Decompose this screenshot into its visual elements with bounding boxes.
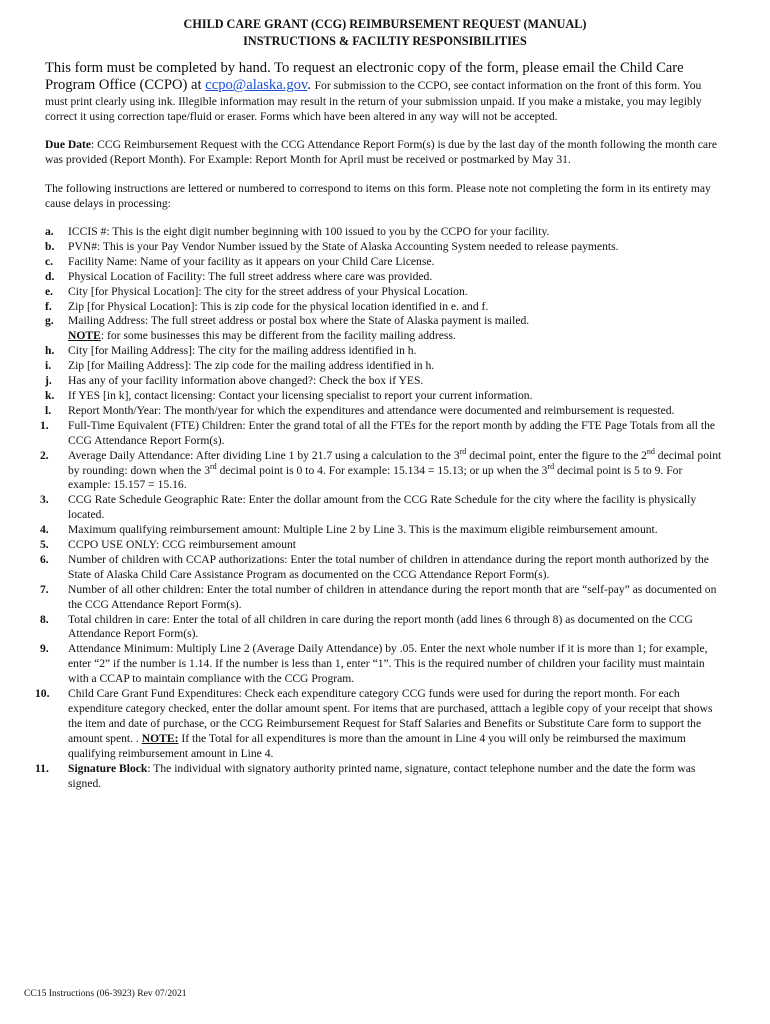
intro-small-text: For submission to the CCPO, see contact information on the front of this form. You must print clearly using ink. Illegible information may result in the return of your submission unpaid. If you make a mistake, you may legibly correct it using correction tape/fluid or eraser. Forms which have been altered in any way will not be accepted. (45, 79, 702, 124)
item-text: Number of children with CCAP authorizations: Enter the total number of children in attendance during the report month authorized by the State of Alaska Child Care Assistance Program as documented on the CCG Attendance Report Form(s). (68, 552, 709, 581)
ordinal-suffix: nd (646, 446, 655, 456)
item-marker: h. (45, 344, 55, 358)
item-marker: l. (45, 403, 52, 417)
item-marker: 11. (35, 761, 49, 775)
list-item-1 (40, 418, 725, 449)
intro-big-text: This form must be completed by hand. To request an electronic copy of the form, please email the Child Care Program Office (CCPO) at (45, 60, 684, 93)
list-item-k (45, 389, 725, 404)
note-label: NOTE (68, 329, 101, 343)
item-marker: i. (45, 359, 52, 373)
intro-big-after: . (307, 77, 315, 93)
ordinal-suffix: rd (459, 446, 467, 456)
item-text: Report Month/Year: The month/year for which the expenditures and attendance were documented and reimbursement is requested. (68, 403, 675, 417)
list-item-i (45, 359, 725, 374)
item-text: If YES [in k], contact licensing: Contact your licensing specialist to report your current information. (68, 388, 533, 402)
document-subtitle: INSTRUCTIONS & FACILTIY RESPONSIBILITIES (243, 34, 527, 48)
email-link[interactable]: ccpo@alaska.gov (205, 77, 308, 93)
footer-form-id: CC15 Instructions (06-3923) Rev 07/2021 (24, 988, 187, 999)
list-item-10 (35, 687, 725, 762)
item-marker: 10. (35, 687, 50, 701)
note-label: NOTE: (141, 731, 179, 745)
item-marker: 9. (40, 642, 49, 656)
item-text: Number of all other children: Enter the total number of children in attendance during the report month that are “self-pay” as documented on the CCG Attendance Report Form(s). (68, 582, 717, 611)
item-text: CCPO USE ONLY: CCG reimbursement amount (68, 538, 297, 552)
item-marker: 1. (40, 418, 49, 432)
lead-in-paragraph: The following instructions are lettered or numbered to correspond to items on this form. Please note not completing the form in its entirety may cause delays in processing: (45, 182, 711, 211)
item-text: ICCIS #: This is the eight digit number beginning with 100 issued to you by the CCPO for your facility. (68, 225, 550, 238)
list-item-a (45, 225, 725, 240)
list-item-l (45, 404, 725, 419)
list-item-d (45, 270, 725, 285)
intro-paragraph (45, 60, 725, 124)
item-marker: b. (45, 239, 55, 253)
item-marker: k. (45, 388, 55, 402)
item-text-part: decimal point is 5 to 9. For example: 15.157 = 15.16. (68, 463, 683, 492)
list-item-j (45, 374, 725, 389)
list-item-f (45, 300, 725, 315)
item-text-part: decimal point is 0 to 4. For example: 15.134 = 15.13; or up when the 3 (216, 463, 548, 477)
note-text: : for some businesses this may be different from the facility mailing address. (100, 329, 456, 343)
item-text: Attendance Minimum: Multiply Line 2 (Average Daily Attendance) by .05. Enter the next whole number if it is more than 1; for example, enter “2” if the number is 1.14. If the number is less than 1, enter “1”. This is the required number of children your facility must maintain with a CCAP to maintain compliance with the CCG Program. (68, 642, 708, 686)
list-item-11 (35, 761, 725, 792)
document-title: CHILD CARE GRANT (CCG) REIMBURSEMENT REQUEST (MANUAL) (183, 17, 587, 31)
item-text: Facility Name: Name of your facility as it appears on your Child Care License. (68, 254, 435, 268)
ordinal-suffix: rd (210, 461, 217, 471)
list-item-6 (40, 552, 725, 583)
item-text: Zip [for Mailing Address]: The zip code for the mailing address identified in h. (68, 359, 435, 373)
list-item-b (45, 240, 725, 255)
item-marker: 8. (40, 612, 49, 626)
due-date-label: Due Date (45, 138, 92, 151)
item-text: Physical Location of Facility: The full street address where care was provided. (68, 269, 433, 283)
list-item-4 (40, 523, 725, 538)
list-item-h (45, 344, 725, 359)
list-item-5 (40, 538, 725, 553)
list-item-8 (40, 612, 725, 643)
item-text: City [for Physical Location]: The city for the street address of your Physical Location. (68, 284, 468, 298)
list-item-3 (40, 493, 725, 523)
item-marker: a. (45, 225, 54, 238)
item-marker: 3. (40, 493, 49, 507)
list-item-7 (40, 582, 725, 613)
due-date-text: : CCG Reimbursement Request with the CCG Attendance Report Form(s) is due by the last day of the month following the month care was provided (Report Month). For Example: Report Month for April must be received or postmarked by May 31. (45, 138, 718, 167)
list-item-g (45, 314, 725, 344)
item-marker: 4. (40, 523, 49, 537)
item-text: Maximum qualifying reimbursement amount: Multiple Line 2 by Line 3. This is the maximum eligible reimbursement amount. (68, 523, 658, 537)
item-text: CCG Rate Schedule Geographic Rate: Enter the dollar amount from the CCG Rate Schedule for the city where the facility is physically located. (68, 493, 697, 522)
list-item-e (45, 285, 725, 300)
item-marker: c. (45, 254, 54, 268)
item-text-part: Average Daily Attendance: After dividing Line 1 by 21.7 using a calculation to the 3 (68, 448, 460, 462)
item-marker: d. (45, 269, 55, 283)
item-text-part: decimal point by rounding: down when the 3 (68, 448, 722, 477)
list-item-9 (40, 642, 725, 687)
item-text: Child Care Grant Fund Expenditures: Check each expenditure category CCG funds were used for during the report month. For each expenditure category checked, enter the dollar amount spent. For items that are purchased, atttach a legible copy of your receipt that shows the item and date of purchase, or the CCG Reimbursement Request for Staff Salaries and Benefits or Substitute Care form to support the amount spent. . (68, 687, 713, 745)
item-text: Total children in care: Enter the total of all children in care during the report month (add lines 6 through 8) as documented on the CCG Attendance Report Form(s). (68, 612, 693, 641)
instructions-list (35, 225, 725, 791)
item-text: Zip [for Physical Location]: This is zip code for the physical location identified in e. and f. (68, 299, 489, 313)
item-marker: 7. (40, 582, 49, 596)
item-text: Full-Time Equivalent (FTE) Children: Enter the grand total of all the FTEs for the report month by adding the FTE Page Totals from all the CCG Attendance Report Form(s). (68, 418, 716, 447)
item-marker: j. (45, 374, 52, 388)
list-item-2 (40, 446, 725, 494)
item-text: : The individual with signatory authority printed name, signature, contact telephone number and the date the form was signed. (68, 761, 696, 790)
item-marker: f. (45, 299, 52, 313)
note-text: If the Total for all expenditures is more than the amount in Line 4 you will only be reimbursed the maximum qualifying reimbursement amount in Line 4. (68, 731, 686, 760)
list-item-c (45, 255, 725, 270)
item-text: City [for Mailing Address]: The city for the mailing address identified in h. (68, 344, 417, 358)
item-marker: 2. (40, 448, 49, 462)
due-date-paragraph (45, 137, 725, 167)
item-marker: 6. (40, 552, 49, 566)
item-marker: 5. (40, 538, 49, 552)
signature-block-label: Signature Block (68, 761, 148, 775)
item-marker: g. (45, 314, 54, 328)
item-text: PVN#: This is your Pay Vendor Number issued by the State of Alaska Accounting System needed to release payments. (68, 239, 619, 253)
item-marker: e. (45, 284, 54, 298)
item-text: Has any of your facility information above changed?: Check the box if YES. (68, 374, 424, 388)
item-text-part: decimal point, enter the figure to the 2 (466, 448, 647, 462)
item-text: Mailing Address: The full street address or postal box where the State of Alaska payment is mailed. (68, 314, 530, 328)
ordinal-suffix: rd (547, 461, 555, 471)
